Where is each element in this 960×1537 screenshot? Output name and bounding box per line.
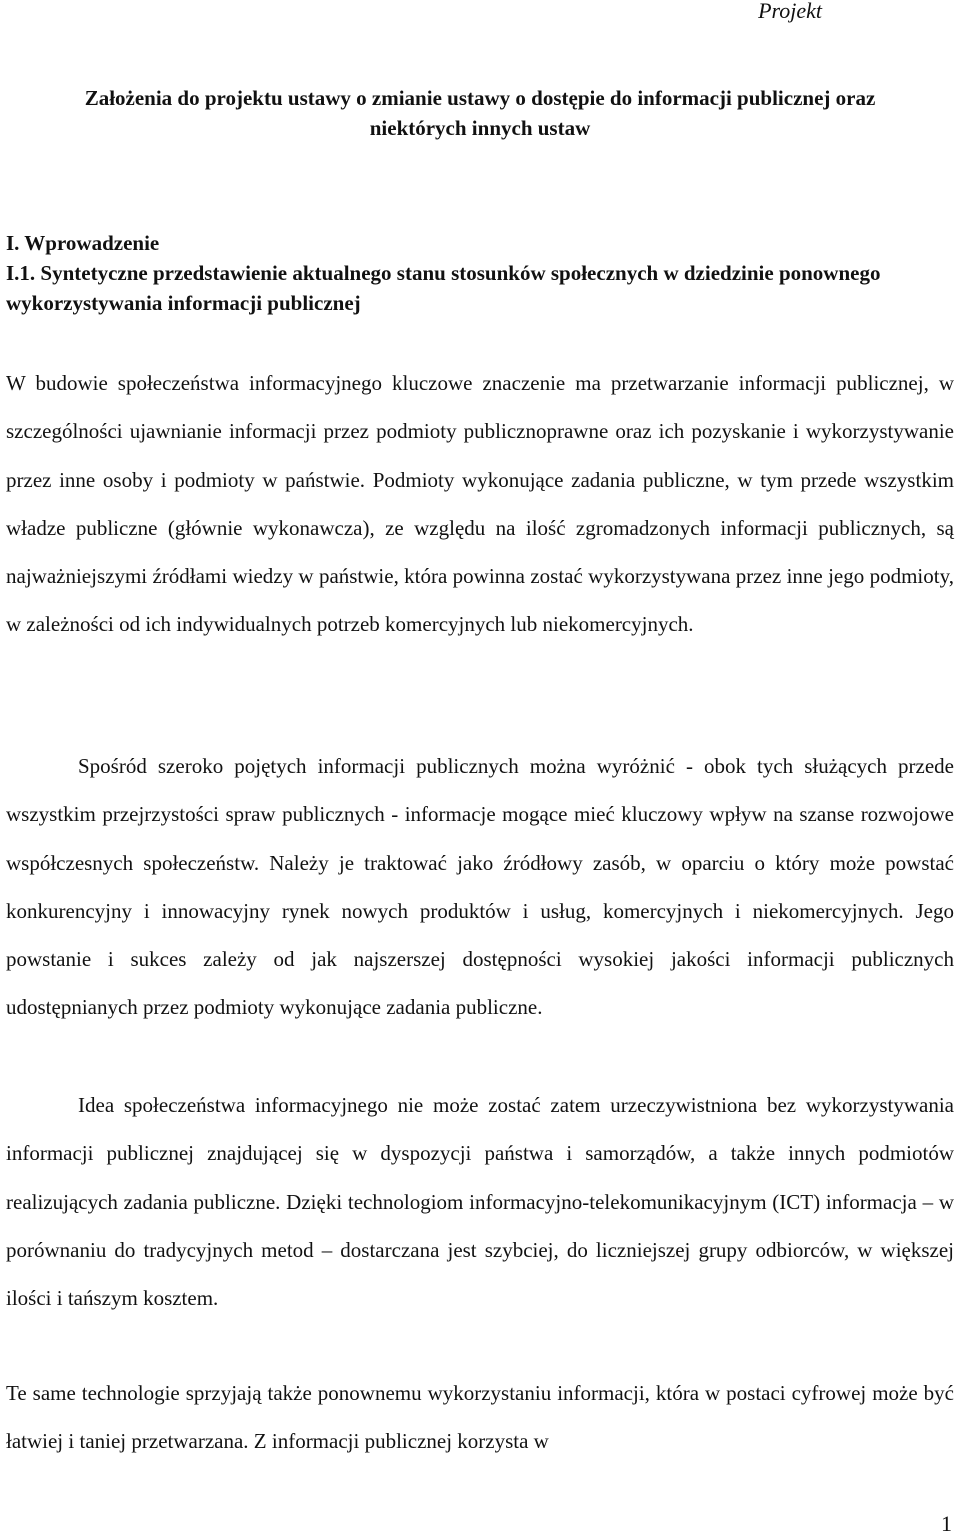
document-title	[0, 83, 960, 143]
title-line-1: Założenia do projektu ustawy o zmianie ustawy o dostępie do informacji publicznej oraz	[84, 86, 876, 110]
paragraph-1: W budowie społeczeństwa informacyjnego kluczowe znaczenie ma przetwarzanie informacji publicznej, w szczególności ujawnianie informacji przez podmioty publicznoprawne oraz ich pozyskanie i wykorzystywanie przez inne osoby i podmioty w państwie. Podmioty wykonujące zadania publiczne, w tym przede wszystkim władze publiczne (głównie wykonawcza), ze względu na ilość zgromadzonych informacji publicznych, są najważniejszymi źródłami wiedzy w państwie, która powinna zostać wykorzystywana przez inne jego podmioty, w zależności od ich indywidualnych potrzeb komercyjnych lub niekomercyjnych.	[6, 371, 954, 637]
paragraph-2: Spośród szeroko pojętych informacji publicznych można wyróżnić - obok tych służących przede wszystkim przejrzystości spraw publicznych - informacje mogące mieć kluczowy wpływ na szanse rozwojowe współczesnych społeczeństw. Należy je traktować jako źródłowy zasób, w oparciu o który może powstać konkurencyjny i innowacyjny rynek nowych produktów i usług, komercyjnych i niekomercyjnych. Jego powstanie i sukces zależy od jak najszerszej dostępności wysokiej jakości informacji publicznych udostępnianych przez podmioty wykonujące zadania publiczne.	[6, 754, 954, 1020]
subsection-heading: I.1. Syntetyczne przedstawienie aktualnego stanu stosunków społecznych w dziedzinie ponownego wykorzystywania informacji publicznej	[6, 261, 881, 315]
paragraph-4: Te same technologie sprzyjają także ponownemu wykorzystaniu informacji, która w postaci cyfrowej może być łatwiej i taniej przetwarzana. Z informacji publicznej korzysta w	[6, 1381, 954, 1454]
draft-label: Projekt	[758, 0, 822, 23]
section-heading: I. Wprowadzenie	[6, 231, 160, 255]
paragraph-3: Idea społeczeństwa informacyjnego nie może zostać zatem urzeczywistniona bez wykorzystywania informacji publicznej znajdującej się w dyspozycji państwa i samorządów, a także innych podmiotów realizujących zadania publiczne. Dzięki technologiom informacyjno-telekomunikacyjnym (ICT) informacja – w porównaniu do tradycyjnych metod – dostarczana jest szybciej, do liczniejszej grupy odbiorców, w większej ilości i tańszym kosztem.	[6, 1093, 954, 1311]
title-line-2: niektórych innych ustaw	[369, 116, 591, 140]
page-number: 1	[941, 1511, 952, 1536]
